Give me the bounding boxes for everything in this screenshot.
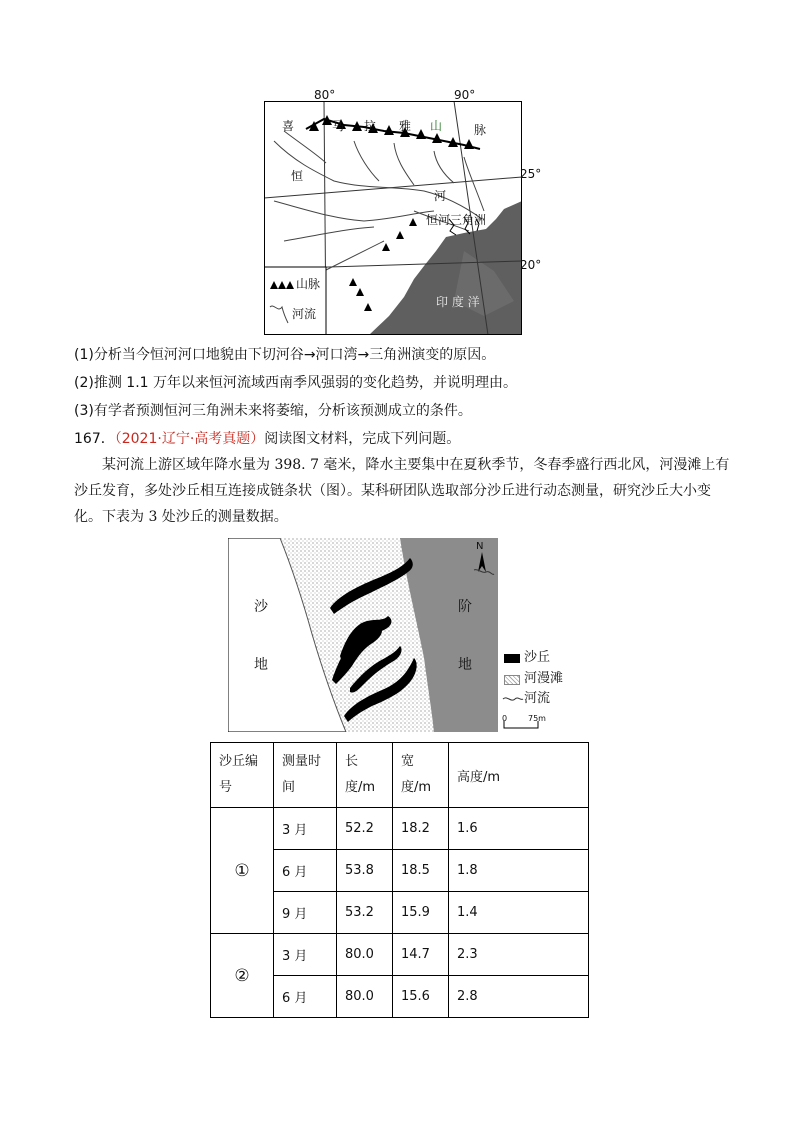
width-cell: 15.6	[393, 976, 449, 1018]
header-time-text: 测量时间	[282, 754, 322, 795]
header-time	[274, 743, 337, 808]
ganges-map	[264, 88, 542, 335]
header-dune-id	[211, 743, 274, 808]
ocean-label: 印 度 洋	[436, 295, 480, 309]
scale-end-label: 75m	[528, 714, 546, 723]
height-cell: 2.3	[449, 934, 589, 976]
dune-map-graphic	[228, 538, 498, 732]
length-cell: 80.0	[337, 934, 393, 976]
length-cell: 53.2	[337, 892, 393, 934]
table-row	[211, 808, 589, 850]
legend-river-icon	[502, 694, 524, 704]
mountain-label-char-4: 雅	[399, 119, 412, 133]
left-area-label-char-2: 地	[254, 657, 268, 673]
time-cell: 6 月	[274, 976, 337, 1018]
table-row	[211, 934, 589, 976]
header-width-text: 宽度/m	[401, 754, 432, 795]
problem-intro: 阅读图文材料，完成下列问题。	[264, 431, 461, 447]
river-label-heng: 恒	[291, 169, 304, 183]
table-header-row	[211, 743, 589, 808]
right-area-label-char-2: 地	[458, 657, 472, 673]
width-cell: 14.7	[393, 934, 449, 976]
header-height: 高度/m	[449, 743, 589, 808]
mountain-label-char-5: 山	[430, 119, 443, 133]
length-cell: 80.0	[337, 976, 393, 1018]
header-length-text: 长度/m	[345, 754, 376, 795]
legend-dune-swatch	[504, 654, 520, 663]
longitude-90-label: 90°	[454, 88, 476, 102]
delta-label: 恒河三角洲	[426, 213, 487, 227]
width-cell: 18.5	[393, 850, 449, 892]
question-2: (2)推测 1.1 万年以来恒河流域西南季风强弱的变化趋势，并说明理由。	[74, 375, 517, 391]
dune-map-legend	[502, 650, 602, 740]
dune-map	[228, 538, 498, 732]
north-label: N	[476, 541, 484, 552]
length-cell: 53.8	[337, 850, 393, 892]
height-cell: 2.8	[449, 976, 589, 1018]
height-cell: 1.6	[449, 808, 589, 850]
latitude-25-label: 25°	[520, 167, 542, 181]
legend-floodplain-label: 河漫滩	[524, 671, 564, 686]
header-length	[337, 743, 393, 808]
mountain-label-char-6: 脉	[474, 123, 487, 137]
longitude-80-label: 80°	[314, 88, 336, 102]
problem-material: 某河流上游区域年降水量为 398. 7 毫米，降水主要集中在夏秋季节，冬春季盛行西北风，河漫滩上有沙丘发育，多处沙丘相互连接成链条状（图）。某科研团队选取部分沙丘进行动态测量，研究沙丘大小变化。下表为 3 处沙丘的测量数据。	[74, 457, 730, 525]
legend-floodplain-swatch	[504, 675, 520, 685]
legend-river-label: 河流	[524, 691, 551, 706]
scale-start-label: 0	[502, 714, 508, 723]
width-cell: 18.2	[393, 808, 449, 850]
latitude-20-label: 20°	[520, 258, 542, 272]
problem-heading	[74, 430, 460, 448]
left-area-label-char-1: 沙	[254, 599, 268, 615]
mountain-label-char-1: 喜	[282, 119, 295, 133]
time-cell: 3 月	[274, 934, 337, 976]
dune-id-cell: ①	[211, 808, 274, 934]
dune-measurement-table	[210, 742, 589, 1018]
problem-source: （2021·辽宁·高考真题）	[114, 431, 265, 447]
question-1: (1)分析当今恒河河口地貌由下切河谷→河口湾→三角洲演变的原因。	[74, 347, 496, 363]
height-cell: 1.4	[449, 892, 589, 934]
time-cell: 9 月	[274, 892, 337, 934]
legend-river-label: 河流	[292, 307, 317, 321]
question-3: (3)有学者预测恒河三角洲未来将萎缩，分析该预测成立的条件。	[74, 403, 472, 419]
width-cell: 15.9	[393, 892, 449, 934]
problem-number: 167．	[74, 431, 115, 447]
mountain-label-char-3: 拉	[364, 119, 377, 133]
dune-id-cell: ②	[211, 934, 274, 1018]
right-area-label-char-1: 阶	[458, 599, 472, 615]
time-cell: 6 月	[274, 850, 337, 892]
header-dune-id-text: 沙丘编号	[219, 754, 259, 795]
legend-mountain-label: 山脉	[296, 277, 321, 291]
height-cell: 1.8	[449, 850, 589, 892]
legend-dune-label: 沙丘	[524, 650, 551, 665]
mountain-label-char-2: 马	[332, 119, 345, 133]
length-cell: 52.2	[337, 808, 393, 850]
header-width	[393, 743, 449, 808]
time-cell: 3 月	[274, 808, 337, 850]
river-label-he: 河	[434, 189, 447, 203]
